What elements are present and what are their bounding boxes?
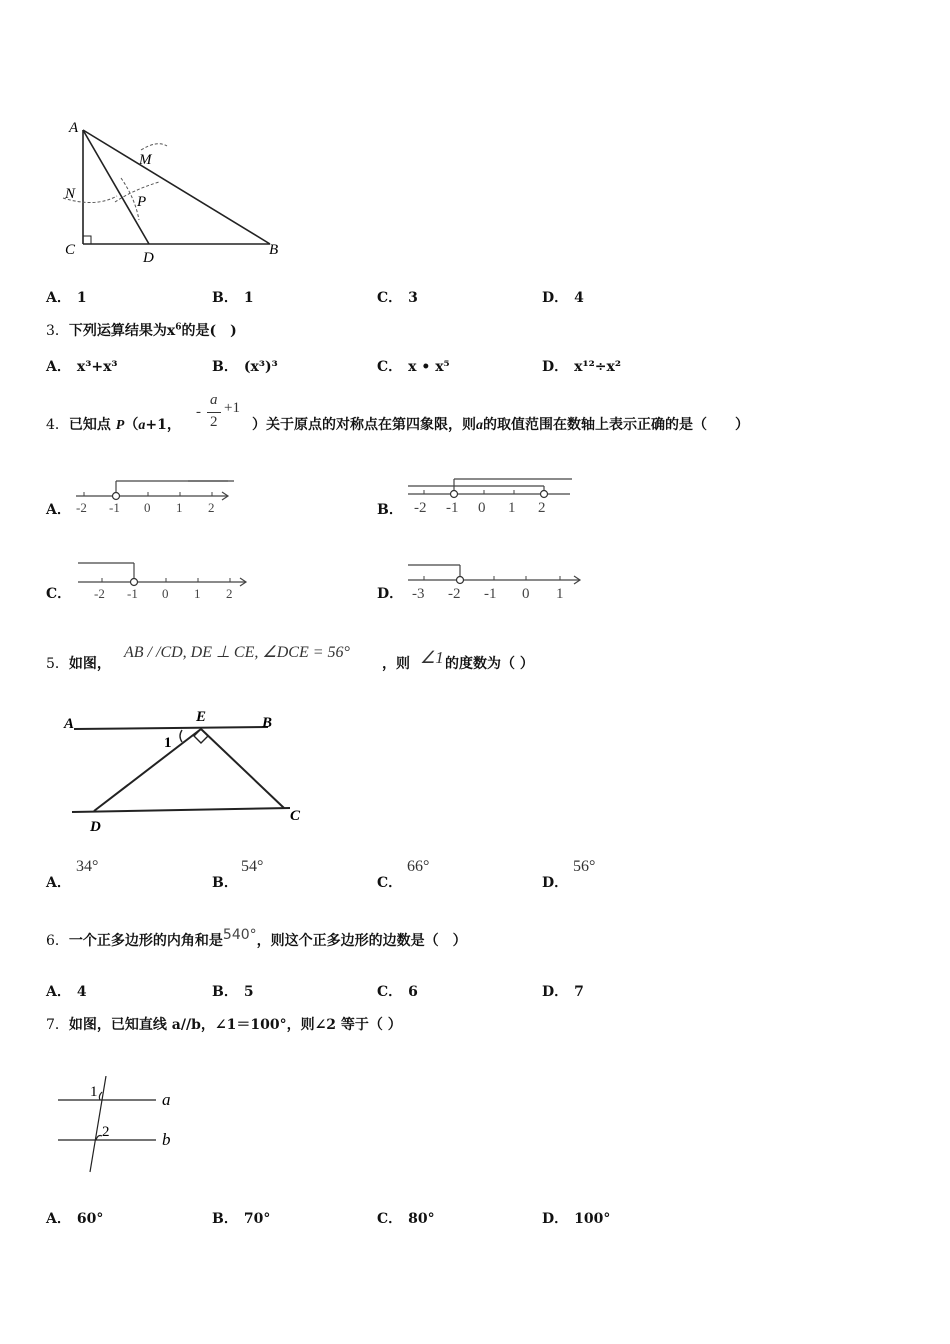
q6-option-b[interactable]: B． 5: [212, 984, 254, 1000]
q5-option-b[interactable]: B．: [212, 875, 238, 891]
svg-text:A: A: [64, 716, 75, 732]
svg-text:-1: -1: [446, 500, 459, 516]
q2-option-d[interactable]: D． 4: [542, 290, 584, 306]
svg-text:1: 1: [164, 735, 172, 751]
label-M: M: [139, 152, 152, 168]
q3-option-d[interactable]: D． x¹²÷x²: [542, 359, 621, 375]
svg-text:1: 1: [194, 586, 201, 600]
q4-numberline-b: [404, 474, 576, 516]
label-N: N: [65, 186, 76, 202]
label-B: B: [269, 242, 279, 258]
svg-text:1: 1: [90, 1084, 98, 1100]
q7-stem: 7．如图，已知直线 a//b，∠1＝100°，则∠2 等于（ ）: [46, 1017, 402, 1033]
q3-option-c[interactable]: C． x • x⁵: [377, 359, 450, 375]
q5-option-d-value: 56°: [573, 858, 596, 875]
q4-option-a[interactable]: A．: [46, 502, 71, 518]
svg-text:-2: -2: [414, 500, 427, 516]
q7-option-d[interactable]: D． 100°: [542, 1211, 611, 1227]
q2-option-a[interactable]: A． 1: [46, 290, 87, 306]
svg-text:-1: -1: [109, 500, 120, 515]
q5-option-c-value: 66°: [407, 858, 430, 875]
svg-text:-1: -1: [127, 586, 138, 600]
svg-text:2: 2: [538, 500, 546, 516]
svg-text:C: C: [290, 808, 301, 824]
q6-option-a[interactable]: A． 4: [46, 984, 87, 1000]
svg-text:2: 2: [226, 586, 233, 600]
parallel-lines-figure: [52, 1076, 192, 1176]
q4-numberline-c: [72, 558, 252, 600]
svg-text:-3: -3: [412, 586, 425, 600]
q6-stem: 6．一个正多边形的内角和是540°，则这个正多边形的边数是（ ）: [46, 927, 467, 949]
label-P: P: [137, 194, 147, 210]
q5-stem: 5．如图，: [46, 656, 111, 672]
q2-option-c[interactable]: C． 3: [377, 290, 418, 306]
svg-text:1: 1: [508, 500, 516, 516]
q5-option-b-value: 54°: [241, 858, 264, 875]
svg-text:1: 1: [176, 500, 183, 515]
q4-fraction: - a 2 +1: [196, 392, 240, 430]
q7-option-a[interactable]: A． 60°: [46, 1211, 104, 1227]
q7-option-c[interactable]: C． 80°: [377, 1211, 435, 1227]
q5-option-a[interactable]: A．: [46, 875, 71, 891]
svg-text:-1: -1: [484, 586, 497, 600]
svg-text:0: 0: [478, 500, 486, 516]
q5-angle: ∠1: [420, 648, 444, 667]
svg-text:-2: -2: [76, 500, 87, 515]
triangle-figure: [55, 112, 295, 272]
q5-option-d[interactable]: D．: [542, 875, 569, 891]
q6-option-d[interactable]: D． 7: [542, 984, 584, 1000]
svg-text:2: 2: [208, 500, 215, 515]
svg-text:2: 2: [102, 1124, 110, 1140]
svg-text:0: 0: [522, 586, 530, 600]
q5-option-c[interactable]: C．: [377, 875, 403, 891]
q3-option-a[interactable]: A． x³+x³: [46, 359, 118, 375]
q4-stem: 4．已知点 P（a+1，: [46, 417, 181, 433]
q5-stem-b: ，则: [382, 656, 410, 672]
parallel-triangle-figure: [58, 700, 318, 840]
q4-option-b[interactable]: B．: [377, 502, 403, 518]
q4-numberline-a: [72, 474, 234, 516]
q4-option-d[interactable]: D．: [377, 586, 404, 602]
svg-text:-2: -2: [448, 586, 461, 600]
q5-option-a-value: 34°: [76, 858, 99, 875]
q4-stem-rest: ）关于原点的对称点在第四象限，则a的取值范围在数轴上表示正确的是（ ）: [252, 417, 749, 433]
svg-text:E: E: [196, 709, 207, 725]
q3-option-b[interactable]: B． (x³)³: [212, 359, 278, 375]
q2-option-b[interactable]: B． 1: [212, 290, 254, 306]
q4-numberline-d: [404, 558, 586, 600]
svg-text:B: B: [262, 715, 273, 731]
q7-option-b[interactable]: B． 70°: [212, 1211, 271, 1227]
label-C: C: [65, 242, 76, 258]
svg-text:0: 0: [162, 586, 169, 600]
q3-stem: 3．下列运算结果为$x^6$的是( ): [46, 322, 237, 339]
q6-option-c[interactable]: C． 6: [377, 984, 418, 1000]
label-A: A: [69, 120, 79, 136]
svg-text:D: D: [90, 819, 101, 835]
svg-text:b: b: [162, 1130, 171, 1149]
svg-text:1: 1: [556, 586, 564, 600]
q5-condition: AB / /CD, DE ⊥ CE, ∠DCE = 56°: [124, 644, 350, 661]
q5-stem-c: 的度数为（ ）: [445, 656, 534, 672]
svg-text:-2: -2: [94, 586, 105, 600]
svg-text:a: a: [162, 1090, 171, 1109]
label-D: D: [143, 250, 154, 266]
q4-option-c[interactable]: C．: [46, 586, 72, 602]
svg-text:0: 0: [144, 500, 151, 515]
